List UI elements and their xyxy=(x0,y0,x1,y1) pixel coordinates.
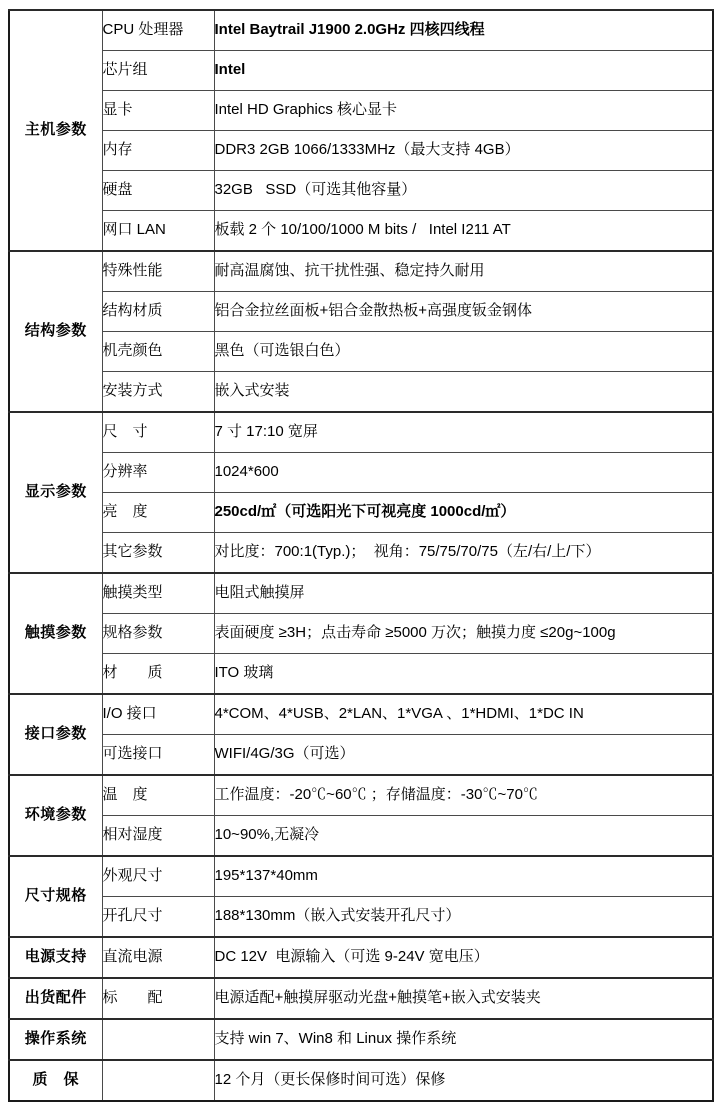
spec-table xyxy=(8,9,714,1102)
spec-value: 195*137*40mm xyxy=(214,856,713,897)
spec-value: WIFI/4G/3G（可选） xyxy=(214,735,713,776)
category-io: 接口参数 xyxy=(9,694,102,775)
spec-row xyxy=(9,292,713,332)
spec-value: 250cd/㎡（可选阳光下可视亮度 1000cd/㎡） xyxy=(214,493,713,533)
spec-row xyxy=(9,453,713,493)
spec-label: 其它参数 xyxy=(102,533,214,574)
spec-value: 32GB SSD（可选其他容量） xyxy=(214,171,713,211)
spec-value: 7 寸 17:10 宽屏 xyxy=(214,412,713,453)
spec-row xyxy=(9,978,713,1019)
spec-label: 标 配 xyxy=(102,978,214,1019)
spec-label: 特殊性能 xyxy=(102,251,214,292)
spec-row xyxy=(9,856,713,897)
spec-value: 嵌入式安装 xyxy=(214,372,713,413)
spec-row xyxy=(9,897,713,938)
category-warranty: 质 保 xyxy=(9,1060,102,1101)
spec-row xyxy=(9,735,713,776)
spec-label: 芯片组 xyxy=(102,51,214,91)
spec-value: 1024*600 xyxy=(214,453,713,493)
spec-label: 网口 LAN xyxy=(102,211,214,252)
spec-row xyxy=(9,332,713,372)
spec-label: 直流电源 xyxy=(102,937,214,978)
spec-label: 可选接口 xyxy=(102,735,214,776)
spec-label: 材 质 xyxy=(102,654,214,695)
spec-row xyxy=(9,251,713,292)
spec-label: 温 度 xyxy=(102,775,214,816)
spec-value: Intel xyxy=(214,51,713,91)
spec-row xyxy=(9,816,713,857)
spec-value: 铝合金拉丝面板+铝合金散热板+高强度钣金钢体 xyxy=(214,292,713,332)
spec-value: 支持 win 7、Win8 和 Linux 操作系统 xyxy=(214,1019,713,1060)
category-environment: 环境参数 xyxy=(9,775,102,856)
spec-row xyxy=(9,131,713,171)
spec-label: CPU 处理器 xyxy=(102,10,214,51)
spec-value: 电阻式触摸屏 xyxy=(214,573,713,614)
spec-row xyxy=(9,614,713,654)
spec-label: 机壳颜色 xyxy=(102,332,214,372)
spec-row xyxy=(9,493,713,533)
spec-label xyxy=(102,1060,214,1101)
spec-label: 尺 寸 xyxy=(102,412,214,453)
spec-row xyxy=(9,654,713,695)
category-power: 电源支持 xyxy=(9,937,102,978)
spec-row xyxy=(9,171,713,211)
spec-row xyxy=(9,1060,713,1101)
spec-label: 相对湿度 xyxy=(102,816,214,857)
spec-label: 触摸类型 xyxy=(102,573,214,614)
spec-value: ITO 玻璃 xyxy=(214,654,713,695)
spec-label: 显卡 xyxy=(102,91,214,131)
spec-value: 12 个月（更长保修时间可选）保修 xyxy=(214,1060,713,1101)
spec-row xyxy=(9,573,713,614)
spec-value: 耐高温腐蚀、抗干扰性强、稳定持久耐用 xyxy=(214,251,713,292)
spec-label: 外观尺寸 xyxy=(102,856,214,897)
spec-value: Intel Baytrail J1900 2.0GHz 四核四线程 xyxy=(214,10,713,51)
category-structure: 结构参数 xyxy=(9,251,102,412)
spec-row xyxy=(9,1019,713,1060)
spec-value: 对比度：700:1(Typ.)； 视角：75/75/70/75（左/右/上/下） xyxy=(214,533,713,574)
spec-label: 规格参数 xyxy=(102,614,214,654)
spec-value: DDR3 2GB 1066/1333MHz（最大支持 4GB） xyxy=(214,131,713,171)
spec-row xyxy=(9,51,713,91)
spec-row xyxy=(9,412,713,453)
spec-label: 分辨率 xyxy=(102,453,214,493)
category-os: 操作系统 xyxy=(9,1019,102,1060)
spec-value: 黑色（可选银白色） xyxy=(214,332,713,372)
spec-row xyxy=(9,10,713,51)
spec-value: 表面硬度 ≥3H；点击寿命 ≥5000 万次；触摸力度 ≤20g~100g xyxy=(214,614,713,654)
spec-value: 10~90%,无凝冷 xyxy=(214,816,713,857)
spec-value: 工作温度：-20℃~60℃ ；存储温度：-30℃~70℃ xyxy=(214,775,713,816)
spec-value: 4*COM、4*USB、2*LAN、1*VGA 、1*HDMI、1*DC IN xyxy=(214,694,713,735)
spec-row xyxy=(9,937,713,978)
spec-value: 电源适配+触摸屏驱动光盘+触摸笔+嵌入式安装夹 xyxy=(214,978,713,1019)
spec-value: Intel HD Graphics 核心显卡 xyxy=(214,91,713,131)
spec-label: I/O 接口 xyxy=(102,694,214,735)
spec-row xyxy=(9,372,713,413)
spec-row xyxy=(9,211,713,252)
spec-label: 亮 度 xyxy=(102,493,214,533)
spec-row xyxy=(9,533,713,574)
spec-table-body xyxy=(9,10,713,1101)
category-accessories: 出货配件 xyxy=(9,978,102,1019)
spec-value: 板载 2 个 10/100/1000 M bits / Intel I211 AT xyxy=(214,211,713,252)
spec-value: 188*130mm（嵌入式安装开孔尺寸） xyxy=(214,897,713,938)
category-touch: 触摸参数 xyxy=(9,573,102,694)
spec-label: 开孔尺寸 xyxy=(102,897,214,938)
spec-value: DC 12V 电源输入（可选 9-24V 宽电压） xyxy=(214,937,713,978)
spec-row xyxy=(9,775,713,816)
spec-label: 结构材质 xyxy=(102,292,214,332)
spec-row xyxy=(9,694,713,735)
category-dimensions: 尺寸规格 xyxy=(9,856,102,937)
category-host: 主机参数 xyxy=(9,10,102,251)
spec-label xyxy=(102,1019,214,1060)
category-display: 显示参数 xyxy=(9,412,102,573)
spec-label: 内存 xyxy=(102,131,214,171)
spec-label: 硬盘 xyxy=(102,171,214,211)
spec-row xyxy=(9,91,713,131)
spec-label: 安装方式 xyxy=(102,372,214,413)
